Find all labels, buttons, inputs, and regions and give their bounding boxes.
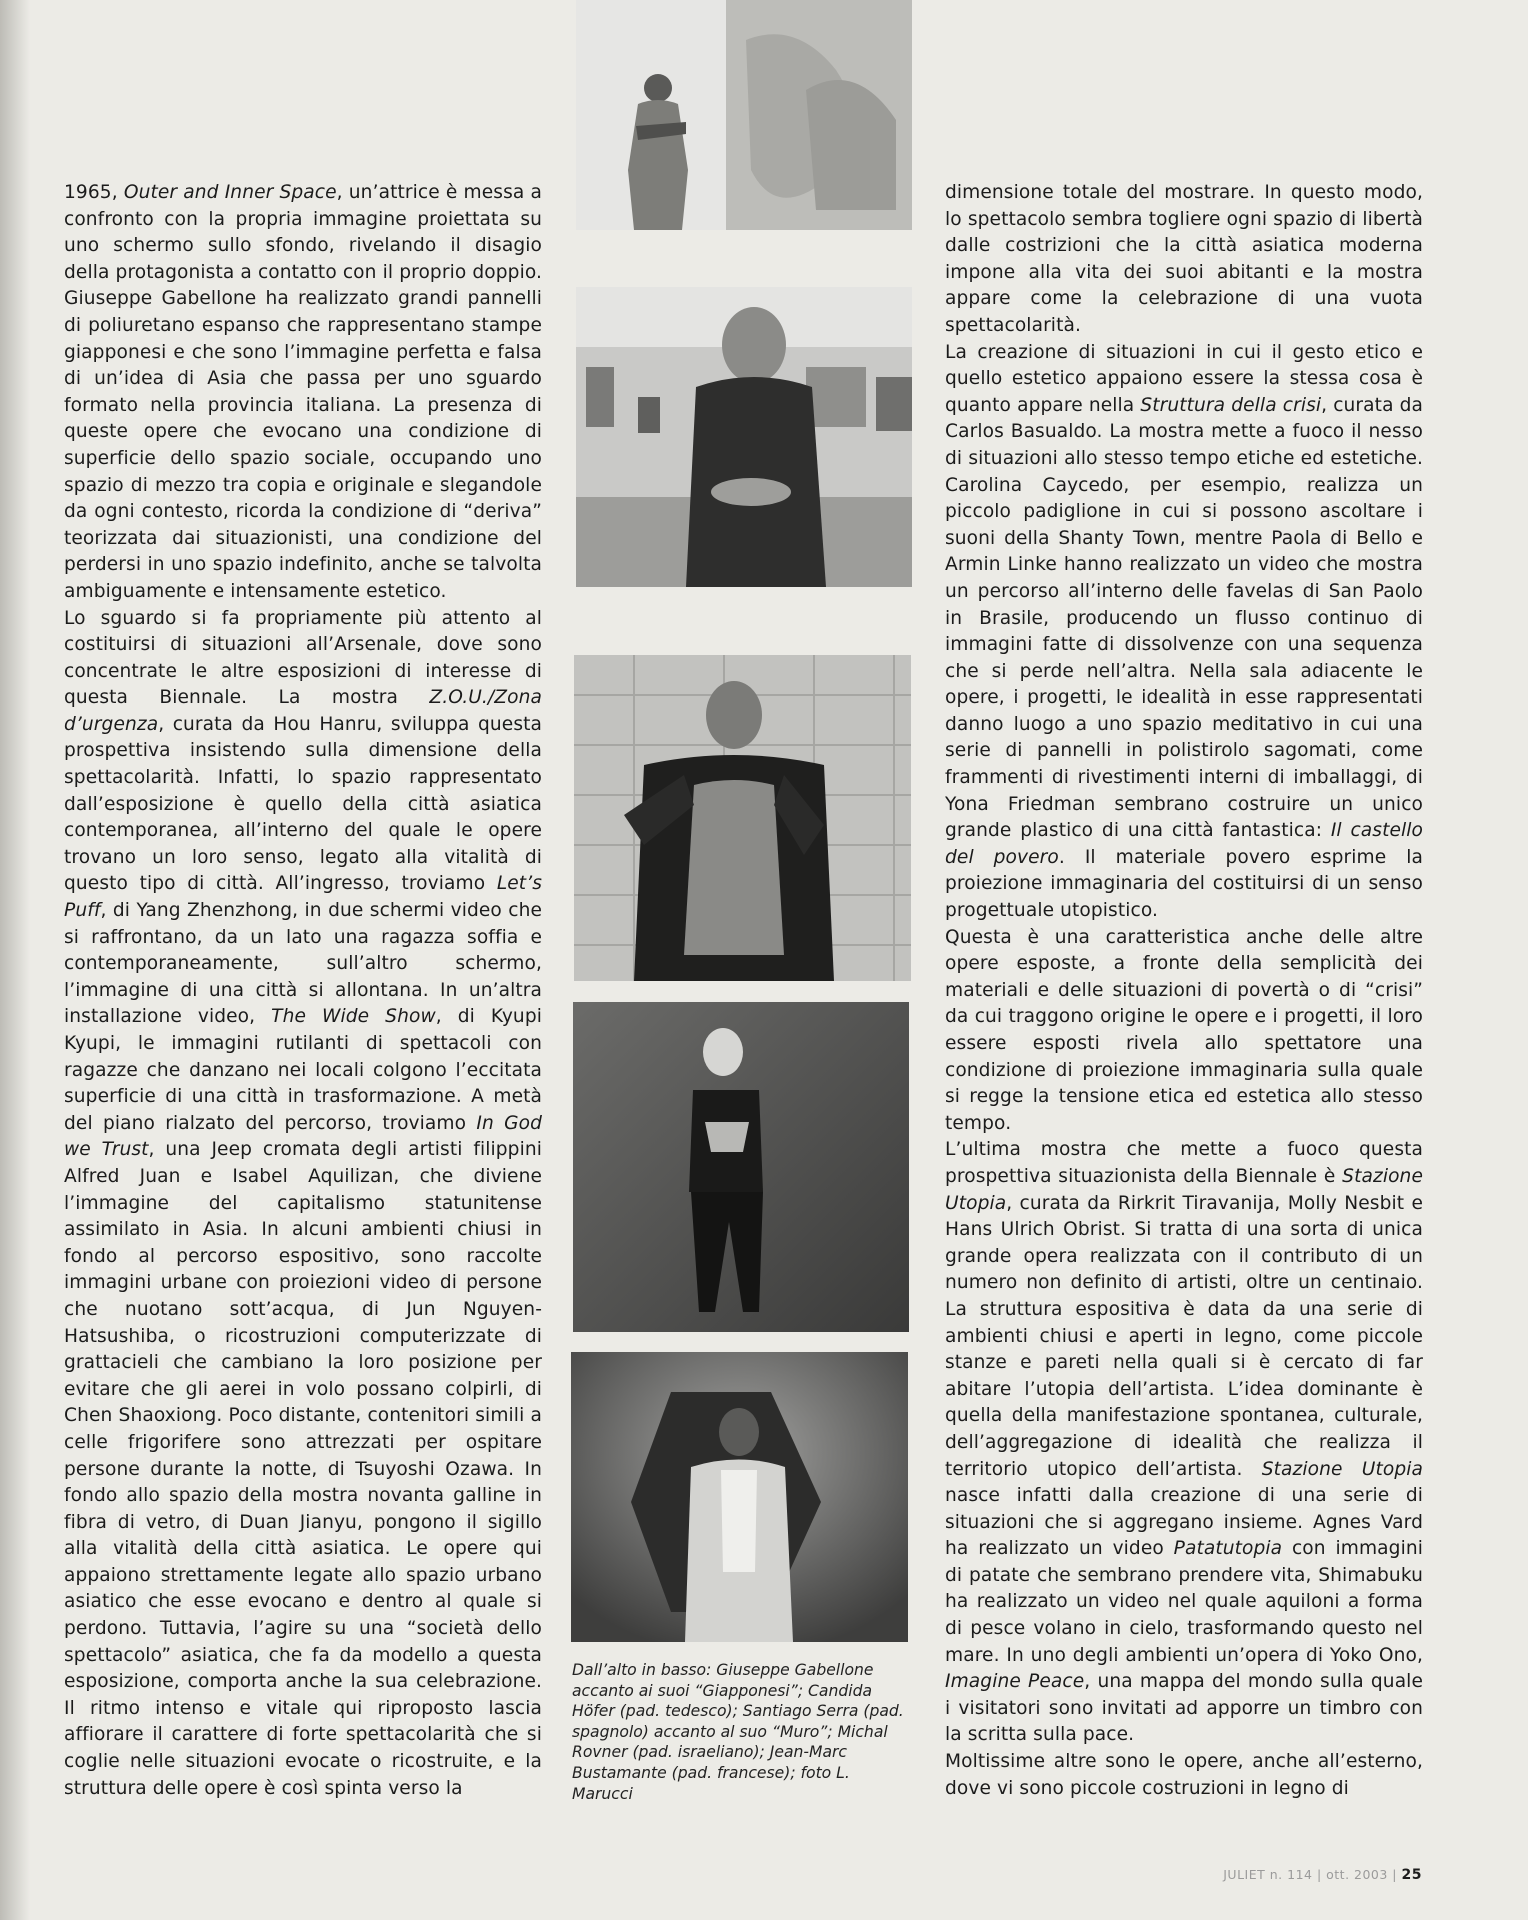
text-run: Lo sguardo si fa propriamente più attento al costituirsi di situazioni all’Arsenale, dove sono concentrate le altre esposizioni di interesse di questa Biennale. La mostra (64, 607, 542, 709)
text-run: , curata da Hou Hanru, sviluppa questa prospettiva insistendo sulla dimensione della spettacolarità. Infatti, lo spazio rappresentato dall’esposizione è quello della città asiatica contemporanea, all’interno del quale le opere trovano un loro senso, legato alla vitalità di questo tipo di città. All’ingresso, troviamo (64, 713, 542, 895)
text-run: Moltissime altre sono le opere, anche all’esterno, dove vi sono piccole costruzioni in legno di (945, 1751, 1423, 1799)
text-run: L’ultima mostra che mette a fuoco questa prospettiva situazionista della Biennale è (945, 1139, 1423, 1187)
text-run: , un’attrice è messa a confronto con la propria immagine proiettata su uno schermo sullo sfondo, rivelando il disagio della protagonista a contatto con il proprio doppio. Giuseppe Gabellone ha realizzato grandi pannelli di poliuretano espanso che rappresentano stampe giapponesi e che sono l’immagine perfetta e falsa di un’idea di Asia che passa per uno sguardo formato nella provincia italiana. La presenza di queste opere che evocano una condizione di superficie dello spazio sociale, occupando uno spazio di mezzo tra copia e originale e slegandole da ogni contesto, ricorda la condizione di “deriva” teorizzata dai situazionisti, una condizione del perdersi in uno spazio indefinito, anche se talvolta ambiguamente e intensamente estetico. (64, 182, 542, 602)
photo-rovner (573, 1002, 909, 1332)
article-column-left (64, 180, 542, 1802)
photo-gabellone (576, 0, 912, 230)
article-paragraph (945, 340, 1423, 925)
article-paragraph (945, 180, 1423, 340)
work-title: Patatutopia (1173, 1538, 1283, 1560)
text-run: , una mappa del mondo sulla quale i visitatori sono invitati ad apporre un timbro con la scritta sulla pace. (945, 1671, 1423, 1746)
photo-caption: Dall’alto in basso: Giuseppe Gabellone accanto ai suoi “Giapponesi”; Candida Höfer (pad. tedesco); Santiago Serra (pad. spagnolo) accanto al suo “Muro”; Michal Rovner (pad. israeliano); Jean-Marc Bustamante (pad. francese); foto L. Marucci (572, 1661, 904, 1803)
text-run: Questa è una caratteristica anche delle altre opere esposte, a fronte della semplicità dei materiali e delle situazioni di povertà o di “crisi” da cui traggono origine le opere e i progetti, il loro essere esposti rivela allo spettatore una condizione di proiezione immaginaria sulla quale si regge la tensione etica ed estetica allo stesso tempo. (945, 926, 1423, 1134)
work-title: Struttura della crisi (1140, 394, 1322, 416)
text-run: , di Kyupi Kyupi, le immagini rutilanti di spettacoli con ragazze che danzano nei locali colgono l’eccitata superficie di una città in trasformazione. A metà del piano rialzato del percorso, troviamo (64, 1006, 542, 1134)
page-folio (1223, 1867, 1422, 1883)
text-run: , curata da Carlos Basualdo. La mostra mette a fuoco il nesso di situazioni allo stesso tempo etiche ed estetiche. Carolina Caycedo, per esempio, realizza un piccolo padiglione in cui si possono ascoltare i suoni della Shanty Town, mentre Paola di Bello e Armin Linke hanno realizzato un video che mostra un percorso all’interno delle favelas di San Paolo in Brasile, producendo un flusso continuo di immagini fatte di dissolvenze con una sequenza che si perde nell’altra. Nella sala adiacente le opere, i progetti, le idealità in esse rappresentati danno luogo a uno spazio meditativo in cui una serie di pannelli in polistirolo sagomati, come frammenti di rivestimenti interni di imballaggi, di Yona Friedman sembrano costruire un unico grande plastico di una città fantastica: (945, 394, 1424, 842)
article-paragraph (64, 606, 542, 1803)
text-run: nasce infatti dalla creazione di una serie di situazioni che si aggregano insieme. Agnes Vard ha realizzato un video (945, 1485, 1423, 1560)
work-title: Let’s Puff (64, 873, 542, 922)
text-run: 1965, (64, 182, 124, 203)
work-title: Stazione Utopia (1261, 1458, 1423, 1480)
work-title: Imagine Peace (945, 1671, 1085, 1693)
text-run: , una Jeep cromata degli artisti filippini Alfred Juan e Isabel Aquilizan, che diviene l’immagine del capitalismo statunitense assimilato in Asia. In alcuni ambienti chiusi in fondo al percorso espositivo, sono raccolte immagini urbane con proiezioni video di persone che nuotano sott’acqua, di Jun Nguyen-Hatsushiba, o ricostruzioni computerizzate di grattacieli che cambiano la loro posizione per evitare che gli aerei in volo possano colpirli, di Chen Shaoxiong. Poco distante, contenitori simili a celle frigorifere sono attrezzati per ospitare persone durante la notte, di Tsuyoshi Ozawa. In fondo allo spazio della mostra novanta galline in fibra di vetro, di Duan Jianyu, pongono il sigillo alla vitalità della città asiatica. Le opere qui appaiono strettamente legate allo spazio urbano asiatico che esse evocano e dentro al quale si perdono. Tuttavia, l’agire su una “società dello spettacolo” asiatica, che fa da modello a questa esposizione, comporta anche la sua celebrazione. Il ritmo intenso e vitale qui riproposto lascia affiorare il carattere di forte spettacolarità che si coglie nelle situazioni evocate o ricostruite, e la struttura delle opere è così spinta verso la (64, 1139, 542, 1799)
running-head: JULIET n. 114 | ott. 2003 | (1223, 1867, 1398, 1882)
work-title: In God we Trust (64, 1112, 542, 1161)
work-title: Il castello del povero (945, 820, 1424, 868)
work-title: Outer and Inner Space (123, 182, 337, 203)
article-paragraph (945, 925, 1423, 1138)
text-run: con immagini di patate che sembrano prendere vita, Shimabuku ha realizzato un video nel quale aquiloni a forma di pesce volano in cielo, trasformando questo nel mare. In uno degli ambienti un’opera di Yoko Ono, (945, 1538, 1423, 1666)
article-paragraph (945, 1749, 1423, 1802)
photo-bustamante (571, 1352, 908, 1642)
photo-hofer (576, 287, 912, 587)
work-title: Z.O.U./Zona d’urgenza (64, 687, 542, 735)
article-paragraph (945, 1137, 1423, 1749)
page-edge (0, 0, 30, 1920)
page-number: 25 (1401, 1867, 1422, 1883)
text-run: dimensione totale del mostrare. In questo modo, lo spettacolo sembra togliere ogni spazio di libertà dalle costrizioni che la città asiatica moderna impone alla vita dei suoi abitanti e la mostra appare come la celebrazione di una vuota spettacolarità. (945, 182, 1423, 336)
text-run: , curata da Rirkrit Tiravanija, Molly Nesbit e Hans Ulrich Obrist. Si tratta di una sorta di unica grande opera realizzata con il contributo di un numero non definito di artisti, oltre un centinaio. La struttura espositiva è data da una serie di ambienti chiusi e aperti in legno, come piccole stanze e pareti nella quali si è cercato di far abitare l’utopia dell’artista. L’idea dominante è quella della manifestazione spontanea, culturale, dell’aggregazione di idealità che realizza il territorio utopico dell’artista. (945, 1192, 1423, 1480)
photo-serra (574, 655, 911, 981)
work-title: Stazione Utopia (945, 1165, 1423, 1214)
work-title: The Wide Show (271, 1006, 436, 1028)
article-paragraph (64, 180, 542, 606)
article-column-right (945, 180, 1423, 1802)
text-run: , di Yang Zhenzhong, in due schermi video che si raffrontano, da un lato una ragazza soffia e contemporaneamente, sull’altro schermo, l’immagine di una città si allontana. In un’altra installazione video, (64, 900, 542, 1028)
text-run: La creazione di situazioni in cui il gesto etico e quello estetico appaiono essere la stessa cosa è quanto appare nella (945, 341, 1423, 416)
text-run: . Il materiale povero esprime la proiezione immaginaria del costituirsi di un senso progettuale utopistico. (945, 846, 1423, 922)
